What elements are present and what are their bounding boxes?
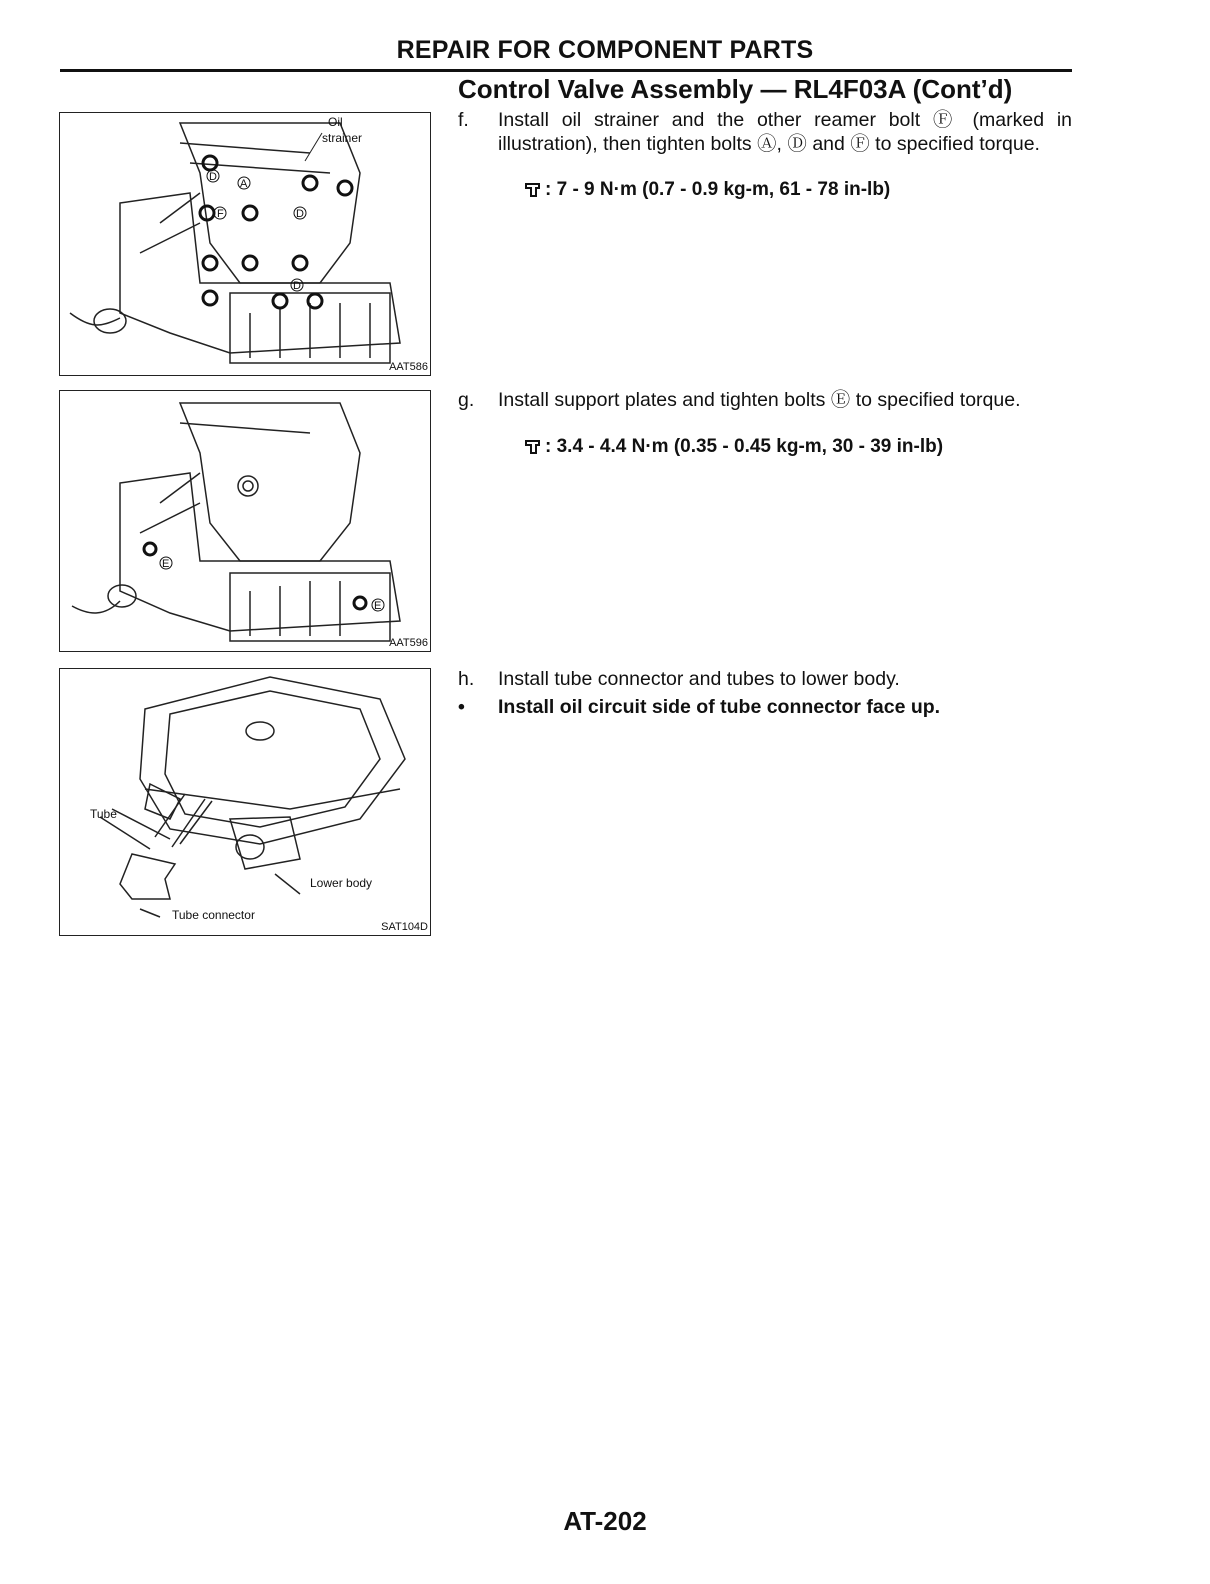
- step-g: [458, 388, 1072, 412]
- figure-support-plates: [59, 390, 431, 652]
- label-oil: Oil: [328, 115, 343, 129]
- label-tube-connector: Tube connector: [172, 908, 255, 922]
- label-lower-body: Lower body: [310, 876, 373, 890]
- torque-spec-g: [523, 436, 943, 458]
- page-header-title: REPAIR FOR COMPONENT PARTS: [396, 36, 814, 64]
- step-text: Install support plates and tighten bolts Ⓔ to specified torque.: [498, 389, 1021, 411]
- step-marker: g.: [458, 389, 475, 411]
- step-marker: h.: [458, 668, 475, 690]
- valve-body-illustration: [60, 391, 430, 651]
- section-title: Control Valve Assembly — RL4F03A (Cont’d): [458, 74, 1013, 104]
- step-text: Install tube connector and tubes to lower body.: [498, 668, 900, 690]
- valve-body-illustration: [60, 113, 430, 375]
- label-strainer: strainer: [322, 131, 363, 145]
- step-marker: f.: [458, 109, 469, 131]
- page-number: AT-202: [563, 1506, 647, 1536]
- torque-wrench-icon: [523, 437, 543, 457]
- svg-text:F: F: [217, 208, 224, 220]
- svg-text:D: D: [209, 171, 217, 183]
- svg-text:E: E: [162, 558, 170, 570]
- figure-code: SAT104D: [381, 921, 428, 933]
- step-text: Install oil strainer and the other reamer bolt Ⓕ (marked in illustration), then tighten bolts Ⓐ, Ⓓ and Ⓕ to specified torque.: [498, 109, 1072, 155]
- torque-value: : 7 - 9 N·m (0.7 - 0.9 kg-m, 61 - 78 in-lb): [545, 179, 891, 200]
- figure-oil-strainer: [59, 112, 431, 376]
- bullet-text: Install oil circuit side of tube connector face up.: [498, 696, 941, 718]
- torque-wrench-icon: [523, 180, 543, 200]
- step-h: [458, 667, 1072, 691]
- torque-value: : 3.4 - 4.4 N·m (0.35 - 0.45 kg-m, 30 - 39 in-lb): [545, 436, 944, 457]
- figure-tube-connector: [59, 668, 431, 936]
- figure-code: AAT586: [389, 361, 428, 373]
- svg-text:A: A: [240, 178, 248, 190]
- torque-spec-f: [523, 179, 890, 201]
- svg-text:D: D: [296, 208, 304, 220]
- tube-connector-illustration: [60, 669, 430, 935]
- svg-text:D: D: [293, 280, 301, 292]
- svg-text:E: E: [374, 600, 382, 612]
- step-f: [458, 108, 1072, 156]
- bullet-marker: •: [458, 696, 465, 718]
- header-rule: [60, 69, 1072, 72]
- figure-code: AAT596: [389, 637, 428, 649]
- note-bullet: [458, 696, 940, 719]
- label-tube: Tube: [90, 807, 117, 821]
